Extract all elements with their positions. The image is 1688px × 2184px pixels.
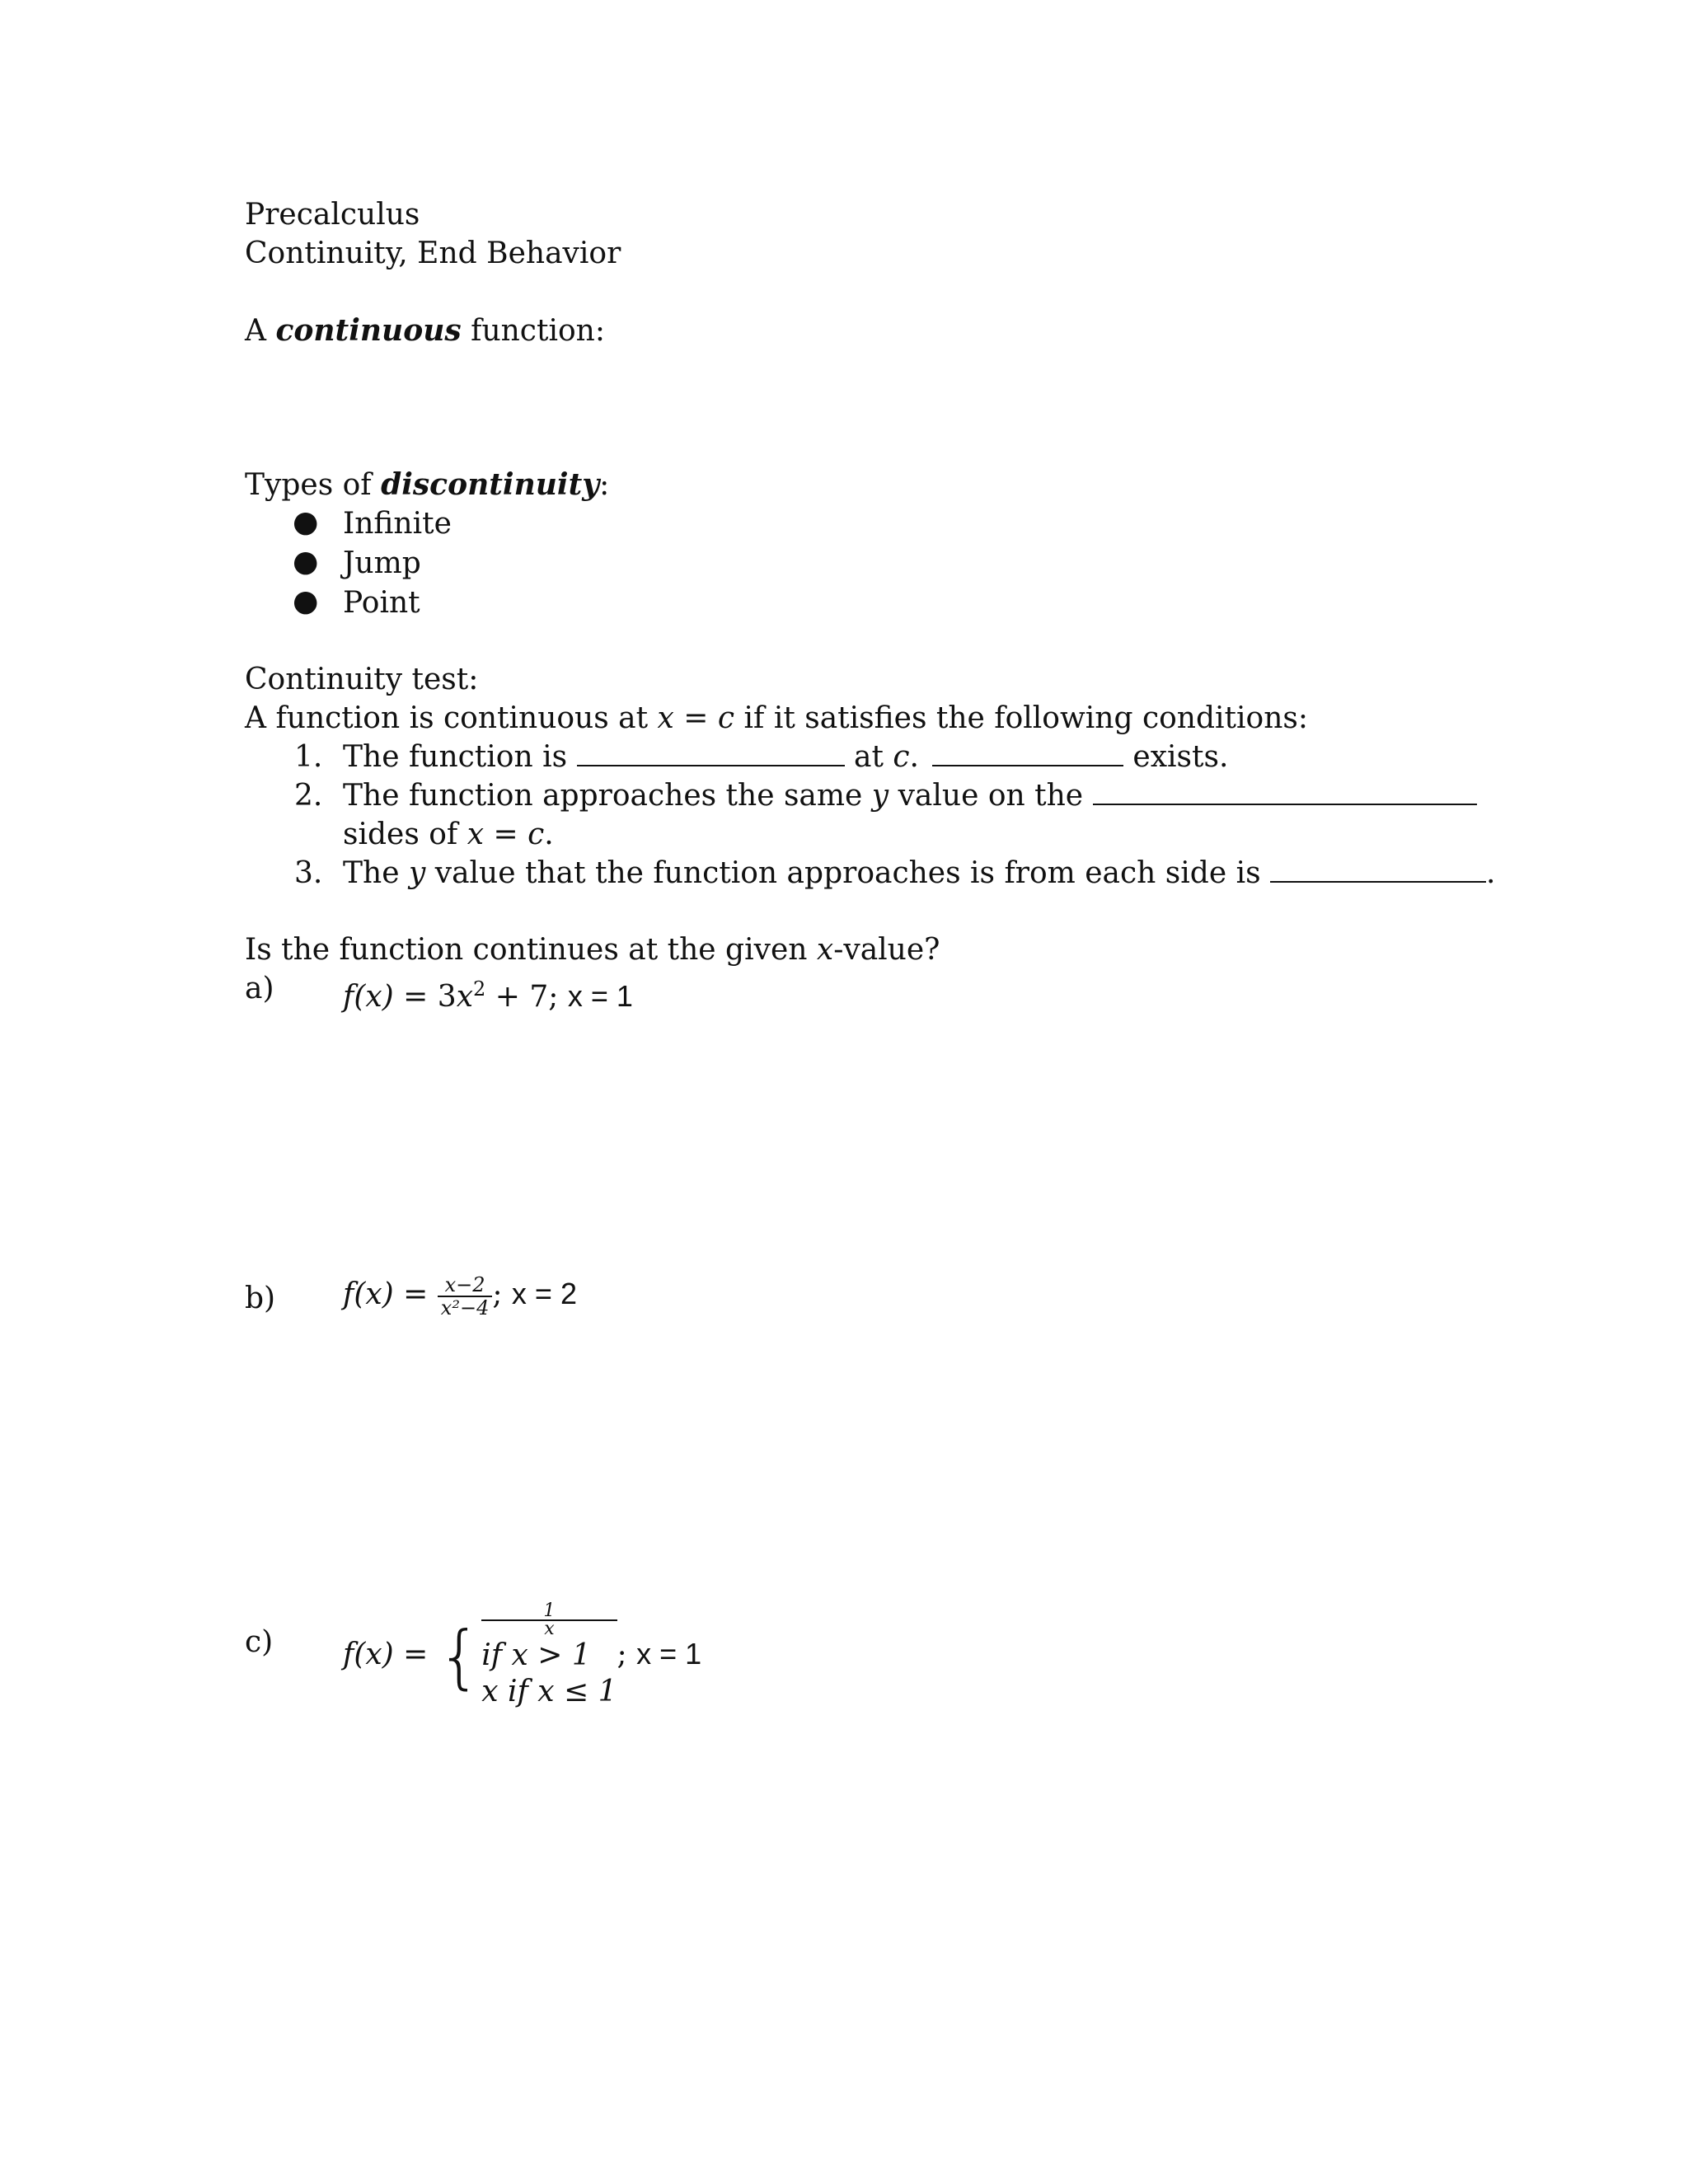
topic-title: Continuity, End Behavior: [245, 237, 621, 270]
fraction-denominator: x²−4: [440, 1296, 490, 1319]
cond3-y: y: [408, 856, 426, 890]
fraction-numerator: x−2: [438, 1274, 493, 1297]
bullet-icon: ●: [293, 545, 319, 579]
cond2-x: x: [467, 818, 485, 851]
definition-term: continuous: [275, 313, 462, 348]
func-eq: = 3: [393, 980, 457, 1014]
types-suffix: :: [599, 468, 610, 502]
fraction: [481, 1603, 617, 1638]
func-f: f: [343, 1638, 354, 1671]
intro-text: A function is continuous at: [245, 701, 658, 735]
problem-label: a): [245, 972, 274, 1005]
problem-label: c): [245, 1625, 274, 1659]
condition-number: 3.: [294, 856, 323, 890]
definition-prefix: A: [245, 314, 276, 348]
types-prefix: Types of: [245, 468, 382, 502]
problem-a-function: [343, 970, 633, 1016]
func-f: f: [343, 1277, 354, 1311]
func-arg: (x): [354, 980, 394, 1014]
types-term: discontinuity: [381, 467, 600, 502]
answer-blank[interactable]: [932, 740, 1123, 766]
course-title: Precalculus: [245, 198, 420, 232]
question-text: Is the function continues at the given: [245, 933, 817, 967]
type-item: Point: [343, 586, 420, 620]
cond1-at: at: [844, 740, 893, 774]
types-heading: [245, 466, 609, 504]
func-condition: x = 1: [567, 979, 633, 1013]
test-intro: [245, 700, 1308, 738]
func-eq: =: [393, 1277, 438, 1311]
cond1-period: .: [909, 740, 919, 774]
func-eq: =: [393, 1638, 438, 1671]
question-text-end: -value?: [833, 933, 940, 967]
condition-3: [343, 855, 1495, 893]
case-2: x if x ≤ 1: [481, 1675, 617, 1708]
bullet-icon: ●: [293, 505, 319, 539]
intro-var: x: [657, 701, 674, 735]
cond3-period: .: [1486, 856, 1496, 890]
func-f: f: [343, 980, 354, 1014]
case-1-condition: if x > 1: [481, 1638, 591, 1672]
intro-eq: =: [673, 701, 718, 735]
question-prompt: [245, 931, 940, 969]
fraction-numerator: 1: [481, 1603, 617, 1621]
cond1-exists: exists.: [1123, 740, 1229, 774]
answer-blank[interactable]: [1270, 856, 1486, 883]
func-exp: 2: [473, 977, 486, 1001]
cond2-y: y: [871, 779, 889, 813]
func-condition: x = 2: [511, 1277, 577, 1310]
type-item: Infinite: [343, 507, 452, 541]
func-arg: (x): [354, 1277, 394, 1311]
cond1-text: The function is: [343, 740, 577, 774]
condition-1: [343, 738, 1228, 776]
func-condition: x = 1: [636, 1637, 702, 1671]
intro-text-end: if it satisfies the following conditions:: [734, 701, 1308, 735]
func-rest: + 7;: [485, 980, 568, 1014]
condition-number: 1.: [294, 740, 323, 774]
cond2-sides: sides of: [343, 818, 467, 851]
left-brace-icon: {: [437, 1616, 482, 1697]
cond3-text: value that the function approaches is from each side is: [425, 856, 1271, 890]
cond2-text-b: value on the: [889, 779, 1093, 813]
condition-number: 2.: [294, 779, 323, 813]
func-sep: ;: [492, 1277, 512, 1311]
case-1: [481, 1603, 617, 1674]
cond2-eq: =: [484, 818, 528, 851]
cond3-the: The: [343, 856, 409, 890]
answer-blank[interactable]: [1093, 779, 1477, 805]
answer-blank[interactable]: [577, 740, 845, 766]
cond2-c: c: [528, 818, 545, 851]
problem-b-function: [343, 1269, 577, 1319]
func-arg: (x): [354, 1638, 394, 1671]
condition-2-cont: [343, 816, 554, 854]
piecewise-cases: [481, 1603, 617, 1710]
func-var: x: [456, 980, 474, 1014]
bullet-icon: ●: [293, 584, 319, 618]
func-sep: ;: [617, 1638, 637, 1671]
intro-c: c: [717, 701, 735, 735]
fraction-denominator: x: [544, 1619, 555, 1639]
condition-2: [343, 777, 1477, 815]
cond1-c: c: [893, 740, 910, 774]
problem-c-function: [343, 1603, 701, 1710]
cond2-period: .: [544, 818, 554, 851]
fraction: [438, 1274, 493, 1319]
cond2-text: The function approaches the same: [343, 779, 872, 813]
problem-label: b): [245, 1282, 276, 1315]
question-var: x: [816, 933, 834, 967]
definition-suffix: function:: [461, 314, 605, 348]
type-item: Jump: [343, 546, 421, 580]
definition-prompt: [245, 312, 605, 350]
test-heading: Continuity test:: [245, 663, 479, 696]
